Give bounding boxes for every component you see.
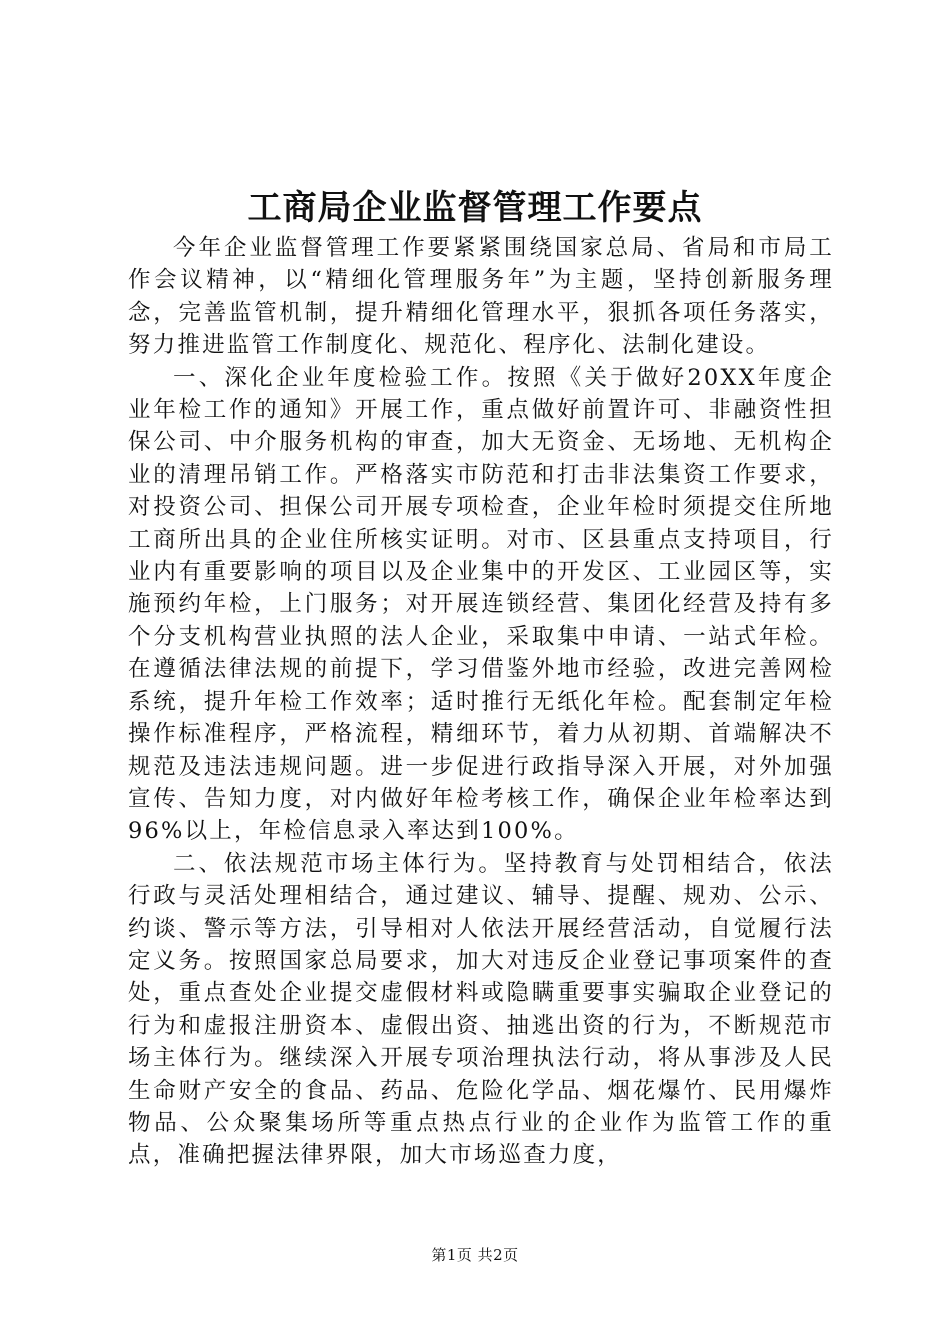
- page-footer: 第1页 共2页: [431, 1246, 519, 1264]
- paragraph-section-2: 二、依法规范市场主体行为。坚持教育与处罚相结合，依法行政与灵活处理相结合，通过建议、辅导、提醒、规劝、公示、约谈、警示等方法，引导相对人依法开展经营活动，自觉履行法定义务。按照国家总局要求，加大对违反企业登记事项案件的查处，重点查处企业提交虚假材料或隐瞒重要事实骗取企业登记的行为和虚报注册资本、虚假出资、抽逃出资的行为，不断规范市场主体行为。继续深入开展专项治理执法行动，将从事涉及人民生命财产安全的食品、药品、危险化学品、烟花爆竹、民用爆炸物品、公众聚集场所等重点热点行业的企业作为监管工作的重点，准确把握法律界限，加大市场巡查力度，: [128, 850, 834, 1169]
- paragraph-section-1: 一、深化企业年度检验工作。按照《关于做好20XX年度企业年检工作的通知》开展工作，重点做好前置许可、非融资性担保公司、中介服务机构的审查，加大无资金、无场地、无机构企业的清理吊销工作。严格落实市防范和打击非法集资工作要求，对投资公司、担保公司开展专项检查，企业年检时须提交住所地工商所出具的企业住所核实证明。对市、区县重点支持项目，行业内有重要影响的项目以及企业集中的开发区、工业园区等，实施预约年检，上门服务；对开展连锁经营、集团化经营及持有多个分支机构营业执照的法人企业，采取集中申请、一站式年检。在遵循法律法规的前提下，学习借鉴外地市经验，改进完善网检系统，提升年检工作效率；适时推行无纸化年检。配套制定年检操作标准程序，严格流程，精细环节，着力从初期、首端解决不规范及违法违规问题。进一步促进行政指导深入开展，对外加强宣传、告知力度，对内做好年检考核工作，确保企业年检率达到96%以上，年检信息录入率达到100%。: [128, 364, 834, 845]
- document-title: 工商局企业监督管理工作要点: [247, 188, 703, 228]
- paragraph-intro: 今年企业监督管理工作要紧紧围绕国家总局、省局和市局工作会议精神，以“精细化管理服务年”为主题，坚持创新服务理念，完善监管机制，提升精细化管理水平，狠抓各项任务落实，努力推进监管工作制度化、规范化、程序化、法制化建设。: [128, 235, 834, 359]
- document-body: [128, 232, 834, 1172]
